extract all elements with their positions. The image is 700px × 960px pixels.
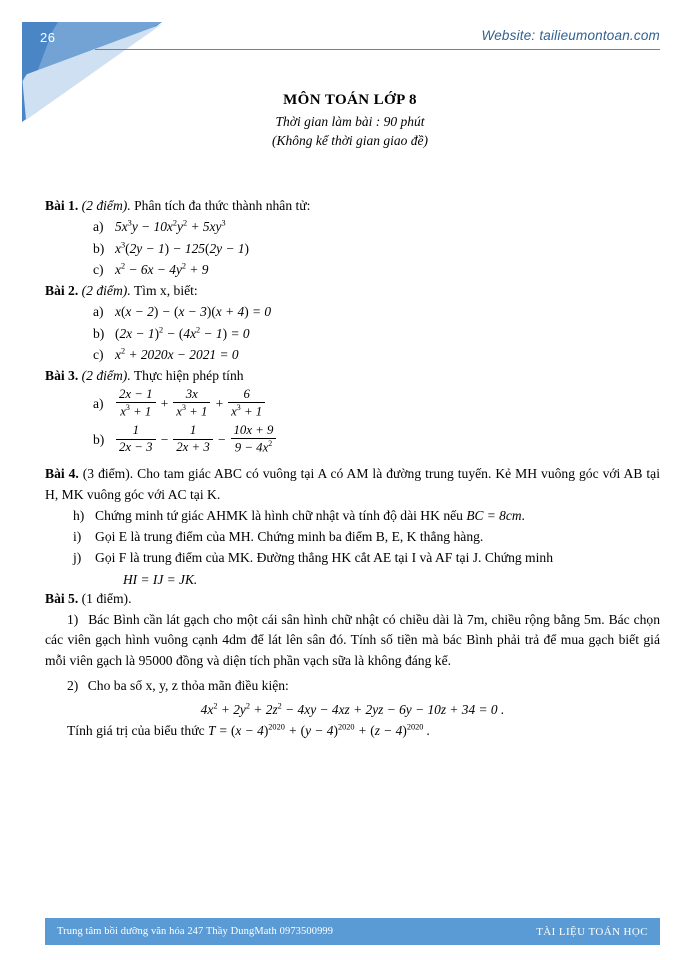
problem-label: Bài 3. [45, 368, 79, 384]
page-title: MÔN TOÁN LỚP 8 [283, 92, 417, 108]
sub-marker: b) [93, 431, 105, 447]
fraction: $\frac{1}{2x - 3}$ [116, 423, 156, 456]
sub-question-text: Gọi F là trung điểm của MK. Đường thẳng HK cắt AE tại I và AF tại J. Chứng minh [95, 550, 554, 566]
footer-right-text: TÀI LIỆU TOÁN HỌC [536, 925, 648, 938]
sub-question [45, 506, 660, 526]
sub-question [45, 302, 660, 321]
math-expression: $5x^3y - 10x^2y^2 + 5xy^3$ [115, 218, 226, 235]
problem-bai1 [45, 196, 660, 279]
problem-points: (3 điểm). [82, 466, 134, 482]
fraction: $\frac{10x + 9}{9 - 4x^2}$ [231, 423, 277, 457]
sub-text-tail: . [521, 507, 525, 523]
sub-question-list [45, 217, 660, 279]
sub-question [45, 324, 660, 343]
problem-label: Bài 1. [45, 198, 79, 213]
website-label: Website: tailieumontoan.com [481, 28, 660, 43]
fraction: $\frac{2x - 1}{x^3 + 1}$ [116, 387, 156, 421]
math-expression: HI = IJ = JK. [123, 571, 198, 587]
sub-question [45, 345, 660, 364]
math-expression: BC = 8cm [466, 507, 522, 523]
problem-part-2-tail [45, 721, 660, 742]
problem-bai3 [45, 366, 660, 457]
math-expression: $\frac{2x - 1}{x^3 + 1}$ + $\frac{3x}{x^3 + 1}$ + $\frac{6}{x^3 + 1}$ [115, 388, 266, 422]
sub-question-text: Gọi E là trung điểm của MH. Chứng minh ba điểm B, E, K thẳng hàng. [95, 529, 484, 545]
sub-question [45, 217, 660, 236]
sub-marker: c) [93, 347, 104, 363]
problem-heading [45, 464, 660, 505]
page-footer [45, 918, 660, 945]
sub-marker: b) [93, 240, 105, 256]
fraction: $\frac{6}{x^3 + 1}$ [228, 387, 265, 421]
part-marker: 2) [67, 677, 79, 693]
condition-equation [45, 700, 660, 719]
math-expression: $(2x - 1)^2 - (4x^2 - 1) = 0$ [115, 325, 250, 341]
math-expression: $x^2 - 6x - 4y^2 + 9$ [115, 261, 209, 277]
sub-marker: c) [93, 261, 104, 277]
part-marker: 1) [67, 611, 79, 627]
problem-prompt: Tìm x, biết: [133, 283, 198, 299]
problem-heading [45, 196, 660, 215]
problem-bai2 [45, 281, 660, 364]
math-expression: $\frac{1}{2x - 3}$ − $\frac{1}{2x + 3}$ − $\frac{10x + 9}{9 - 4x^2}$ [115, 424, 277, 458]
sub-marker: h) [73, 507, 85, 523]
sub-question [45, 260, 660, 279]
problem-label: Bài 2. [45, 283, 79, 299]
sub-question [45, 548, 660, 568]
fraction: $\frac{3x}{x^3 + 1}$ [173, 387, 210, 421]
part-text: Cho ba số x, y, z thỏa mãn điều kiện: [87, 677, 289, 693]
problem-part-2 [45, 676, 660, 697]
problem-label: Bài 5. [45, 590, 79, 606]
footer-left-text: Trung tâm bồi dưỡng văn hóa 247 Thầy DungMath 0973500999 [57, 926, 334, 937]
problem-heading [45, 366, 660, 385]
sub-marker: i) [73, 529, 82, 545]
problem-part-1 [45, 610, 660, 672]
problem-label: Bài 4. [45, 466, 79, 482]
math-expression: $4x^2 + 2y^2 + 2z^2 - 4xy - 4xz + 2yz - 6y - 10z + 34 = 0$ . [200, 701, 505, 718]
math-expression: $T = (x - 4)^{2020} + (y - 4)^{2020} + (z - 4)^{2020}$ . [208, 723, 431, 739]
sub-question [45, 239, 660, 258]
sub-question-list [45, 388, 660, 458]
problem-prompt: Phân tích đa thức thành nhân tử: [134, 198, 311, 213]
exam-content [45, 196, 660, 742]
problem-heading [45, 281, 660, 300]
problem-points: (2 điểm). [81, 198, 131, 213]
sub-question-list [45, 302, 660, 364]
problem-prompt: Cho tam giác ABC có vuông tại A có AM là đường trung tuyến. Kẻ MH vuông góc với AB tại H, MK vuông góc với AC tại K. [45, 466, 660, 503]
header-divider [95, 49, 660, 50]
math-expression: $x^2 + 2020x - 2021 = 0$ [115, 346, 239, 363]
sub-question [45, 388, 660, 422]
problem-points: (2 điểm). [81, 368, 131, 384]
part-text: Tính giá trị của biểu thức [67, 723, 208, 739]
part-text: Bác Bình cần lát gạch cho một cái sân hình chữ nhật có chiều dài là 7m, chiều rộng bằng 5m. Bác chọn các viên gạch hình vuông cạnh 4dm để lát lên sân đó. Tính số tiền mà bác Bình phải trả để mua gạch biết giá mỗi viên gạch là 95000 đồng và diện tích phần vạch sữa là không đáng kể. [45, 611, 660, 668]
sub-marker: j) [73, 550, 82, 566]
sub-question [45, 527, 660, 547]
problem-heading [45, 589, 660, 610]
math-expression: $x^3(2y - 1) - 125(2y - 1)$ [115, 240, 249, 256]
sub-question [45, 424, 660, 458]
fraction: $\frac{1}{2x + 3}$ [173, 423, 213, 456]
problem-bai4 [45, 464, 660, 589]
sub-marker: a) [93, 219, 104, 235]
problem-bai5 [45, 589, 660, 742]
problem-prompt: Thực hiện phép tính [133, 368, 244, 384]
page-number: 26 [40, 30, 56, 45]
math-expression: x(x − 2) − (x − 3)(x + 4) = 0 [115, 304, 272, 320]
problem-points: (2 điểm). [81, 283, 131, 299]
sub-marker: a) [93, 304, 104, 320]
exam-duration: Thời gian làm bài : 90 phút [275, 114, 425, 129]
sub-marker: b) [93, 325, 105, 341]
sub-text: Chứng minh tứ giác AHMK là hình chữ nhật và tính độ dài HK nếu [95, 507, 467, 523]
sub-marker: a) [93, 395, 104, 411]
exam-duration-note: (Không kể thời gian giao đề) [271, 133, 429, 148]
title-block [0, 92, 700, 152]
sub-question-text [95, 506, 525, 526]
problem-points: (1 điểm). [81, 590, 132, 606]
